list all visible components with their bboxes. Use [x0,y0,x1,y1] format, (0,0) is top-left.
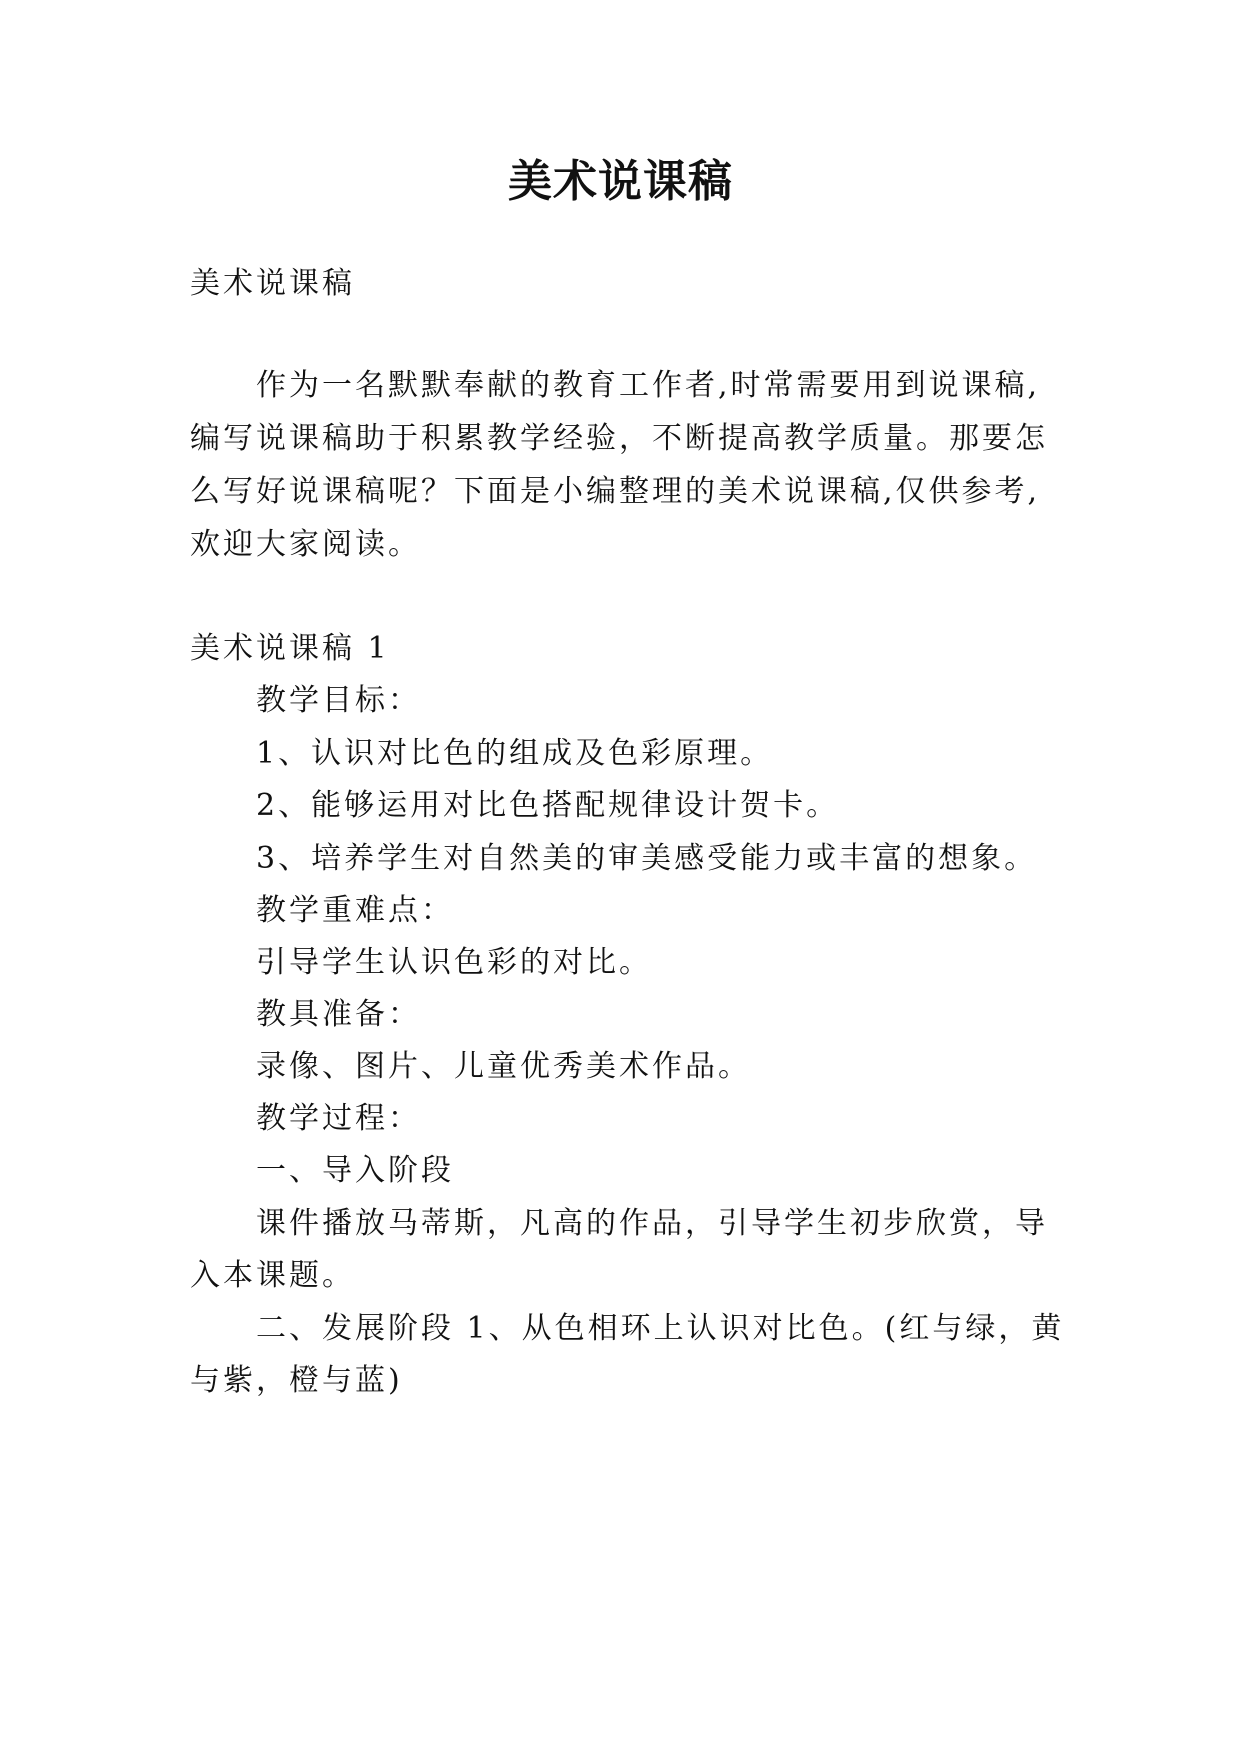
body-line: 2、能够运用对比色搭配规律设计贺卡。 [256,788,840,823]
body-line: 1、认识对比色的组成及色彩原理。 [256,736,774,771]
body-line: 引导学生认识色彩的对比。 [256,945,652,980]
body-line: 与紫，橙与蓝) [190,1363,403,1398]
body-line: 一、导入阶段 [256,1153,454,1188]
body-line: 3、培养学生对自然美的审美感受能力或丰富的想象。 [256,841,1038,876]
body-line: 教学过程： [256,1101,421,1136]
intro-line-3: 么写好说课稿呢？下面是小编整理的美术说课稿,仅供参考, [190,474,1041,509]
intro-line-1: 作为一名默默奉献的教育工作者,时常需要用到说课稿, [256,368,1041,403]
body-line: 二、发展阶段 1、从色相环上认识对比色。(红与绿，黄 [256,1311,1065,1346]
body-line: 课件播放马蒂斯，凡高的作品，引导学生初步欣赏，导 [256,1206,1048,1241]
document-subtitle: 美术说课稿 [190,266,355,301]
body-line: 教具准备： [256,997,421,1032]
body-line: 教学重难点： [256,893,454,928]
intro-line-2: 编写说课稿助于积累教学经验，不断提高教学质量。那要怎 [190,421,1048,456]
document-title: 美术说课稿 [508,156,733,207]
intro-line-4: 欢迎大家阅读。 [190,527,421,562]
body-line: 教学目标： [256,683,421,718]
body-line: 入本课题。 [190,1258,355,1293]
body-line: 录像、图片、儿童优秀美术作品。 [256,1049,751,1084]
section-heading: 美术说课稿 1 [190,631,390,666]
